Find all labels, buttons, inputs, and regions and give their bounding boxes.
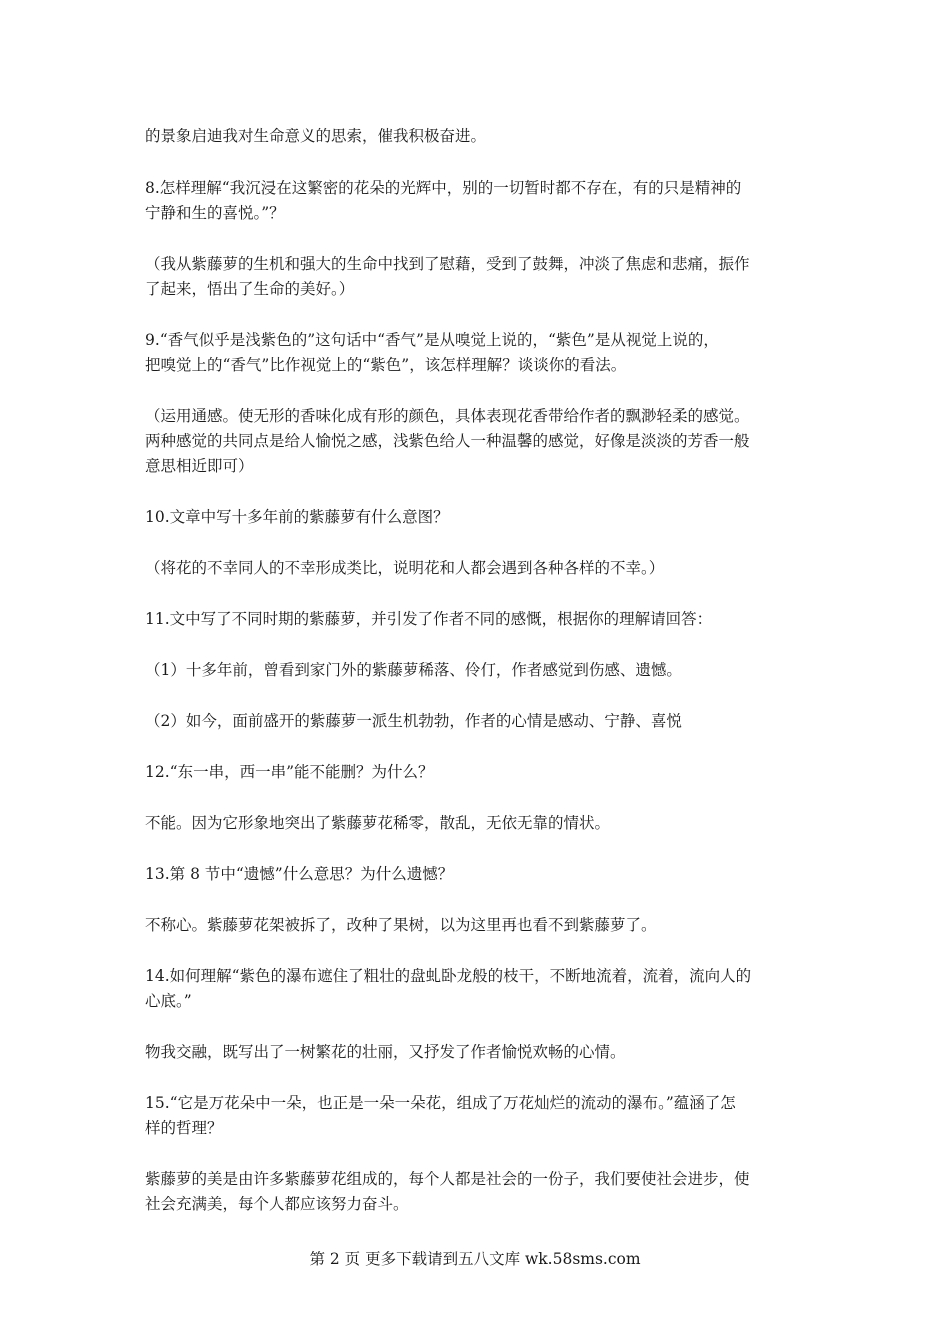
text-line: 不称心。紫藤萝花架被拆了，改种了果树，以为这里再也看不到紫藤萝了。	[145, 916, 657, 934]
text-line: 两种感觉的共同点是给人愉悦之感，浅紫色给人一种温馨的感觉，好像是淡淡的芳香一般	[145, 432, 750, 450]
text-line: （将花的不幸同人的不幸形成类比，说明花和人都会遇到各种各样的不幸。）	[145, 559, 665, 577]
text-line: 12.“东一串，西一串”能不能删？为什么？	[145, 763, 434, 781]
text-line: 的景象启迪我对生命意义的思索，催我积极奋进。	[145, 127, 487, 145]
question-8	[145, 176, 810, 226]
answer-10	[145, 556, 810, 581]
text-line: （2）如今，面前盛开的紫藤萝一派生机勃勃，作者的心情是感动、宁静、喜悦	[145, 712, 682, 730]
text-line: 14.如何理解“紫色的瀑布遮住了粗壮的盘虬卧龙般的枝干，不断地流着，流着，流向人的	[145, 967, 752, 985]
question-15	[145, 1091, 810, 1141]
text-line: （运用通感。使无形的香味化成有形的颜色，具体表现花香带给作者的飘渺轻柔的感觉。	[145, 407, 750, 425]
answer-9	[145, 404, 810, 479]
paragraph-continuation	[145, 124, 810, 149]
text-line: 8.怎样理解“我沉浸在这繁密的花朵的光辉中，别的一切暂时都不存在，有的只是精神的	[145, 179, 742, 197]
text-line: 10.文章中写十多年前的紫藤萝有什么意图？	[145, 508, 449, 526]
answer-11-part-1	[145, 658, 810, 683]
page-footer: 第 2 页 更多下载请到五八文库 wk.58sms.com	[309, 1250, 641, 1268]
answer-14	[145, 1040, 810, 1065]
answer-11-part-2	[145, 709, 810, 734]
question-9	[145, 328, 810, 378]
text-line: 把嗅觉上的“香气”比作视觉上的“紫色”，该怎样理解？谈谈你的看法。	[145, 356, 627, 374]
answer-8	[145, 252, 810, 302]
text-line: 紫藤萝的美是由许多紫藤萝花组成的，每个人都是社会的一份子，我们要使社会进步，使	[145, 1170, 750, 1188]
text-line: 样的哲理？	[145, 1119, 223, 1137]
question-14	[145, 964, 810, 1014]
text-line: （我从紫藤萝的生机和强大的生命中找到了慰藉，受到了鼓舞，冲淡了焦虑和悲痛，振作	[145, 255, 750, 273]
answer-15	[145, 1167, 810, 1217]
text-line: 13.第 8 节中“遗憾”什么意思？为什么遗憾？	[145, 865, 454, 883]
text-line: 意思相近即可）	[145, 457, 254, 475]
text-line: 物我交融，既写出了一树繁花的壮丽，又抒发了作者愉悦欢畅的心情。	[145, 1043, 626, 1061]
text-line: 11.文中写了不同时期的紫藤萝，并引发了作者不同的感慨，根据你的理解请回答：	[145, 610, 713, 628]
document-body	[145, 124, 810, 1217]
question-12	[145, 760, 810, 785]
text-line: （1）十多年前，曾看到家门外的紫藤萝稀落、伶仃，作者感觉到伤感、遗憾。	[145, 661, 682, 679]
question-13	[145, 862, 810, 887]
text-line: 心底。”	[145, 992, 192, 1010]
text-line: 宁静和生的喜悦。”？	[145, 204, 285, 222]
text-line: 社会充满美，每个人都应该努力奋斗。	[145, 1195, 409, 1213]
answer-12	[145, 811, 810, 836]
question-11	[145, 607, 810, 632]
text-line: 9.“香气似乎是浅紫色的”这句话中“香气”是从嗅觉上说的，“紫色”是从视觉上说的，	[145, 331, 719, 349]
answer-13	[145, 913, 810, 938]
text-line: 不能。因为它形象地突出了紫藤萝花稀零，散乱，无依无靠的情状。	[145, 814, 611, 832]
text-line: 15.“它是万花朵中一朵，也正是一朵一朵花，组成了万花灿烂的流动的瀑布。”蕴涵了怎	[145, 1094, 736, 1112]
text-line: 了起来，悟出了生命的美好。）	[145, 280, 355, 298]
question-10	[145, 505, 810, 530]
